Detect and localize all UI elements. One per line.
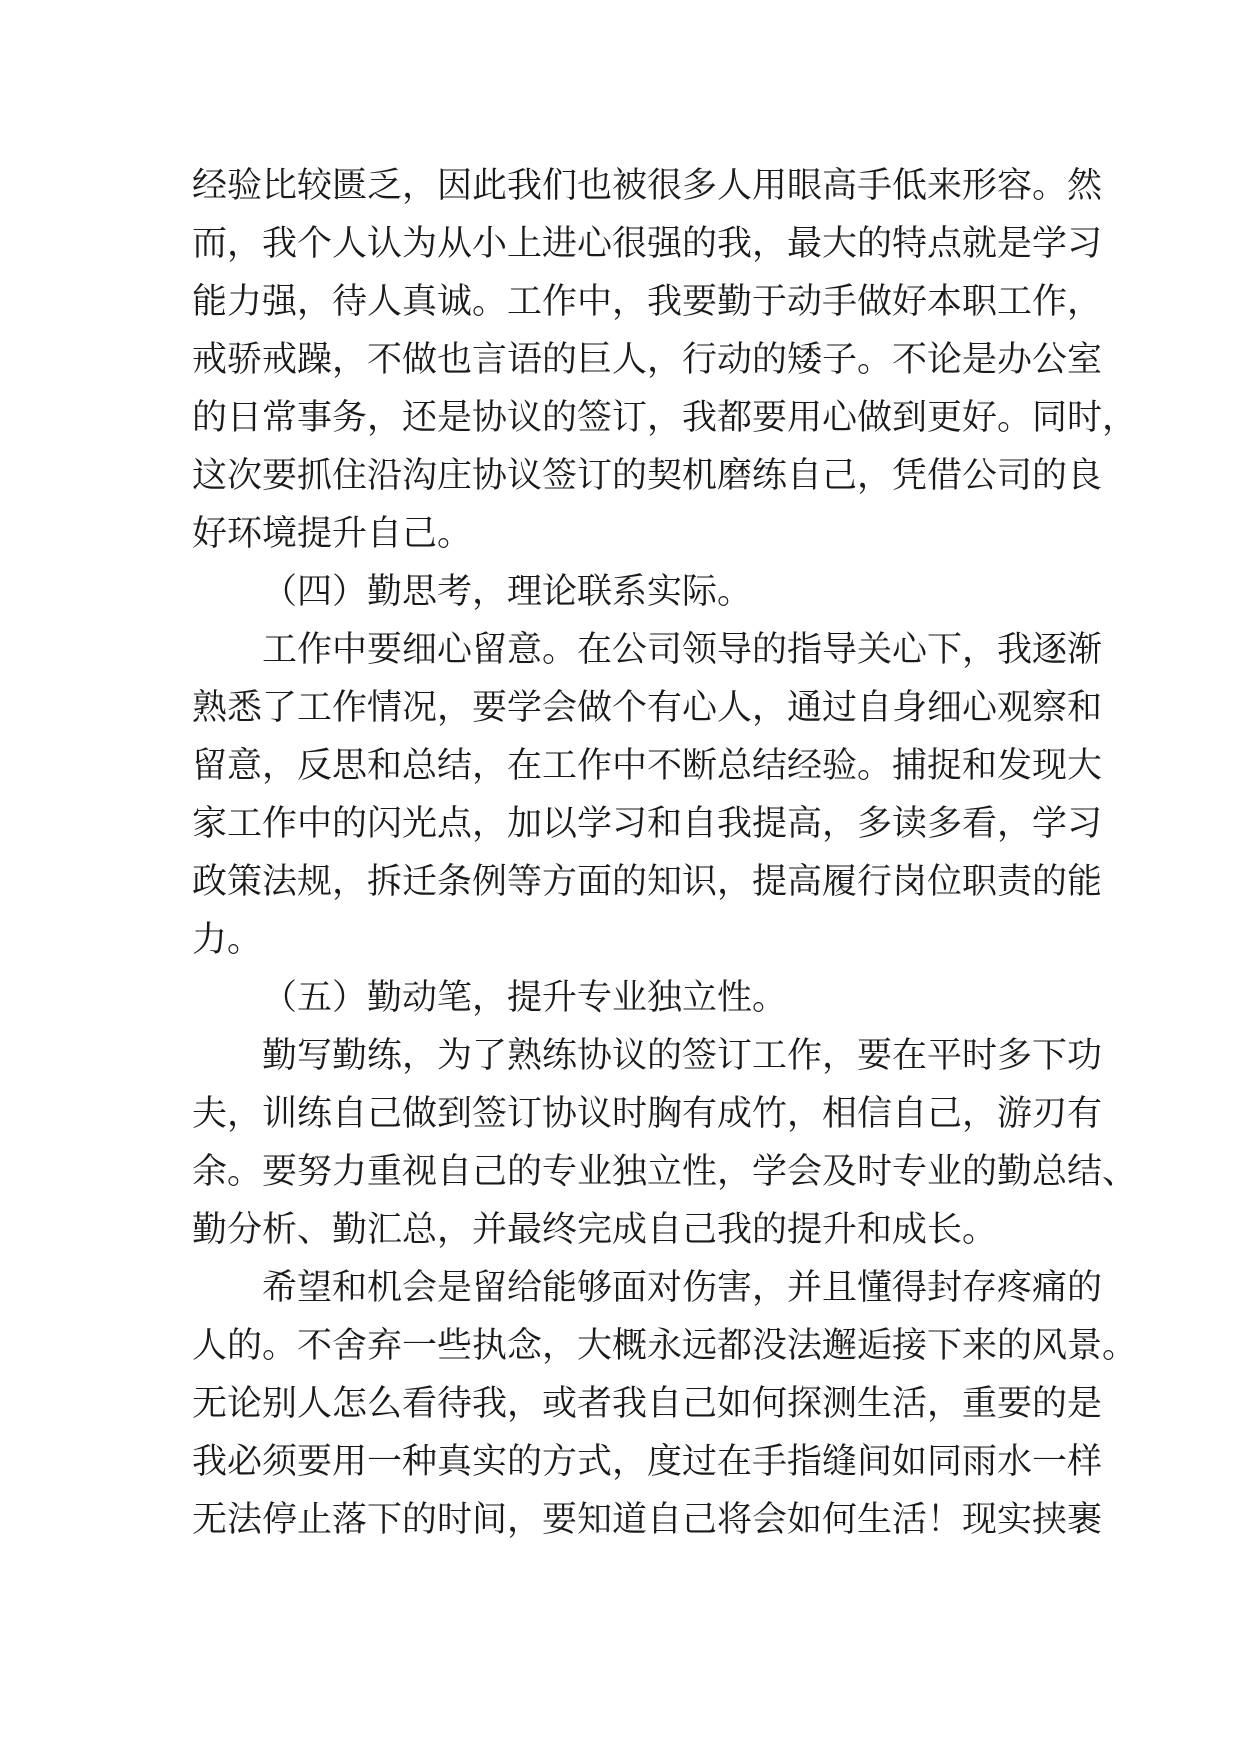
text-line: 家工作中的闪光点，加以学习和自我提高，多读多看，学习 [192, 804, 1103, 844]
section-heading [192, 969, 1062, 1027]
text-line: 政策法规，拆迁条例等方面的知识，提高履行岗位职责的能 [192, 862, 1103, 902]
text-line: 而，我个人认为从小上进心很强的我，最大的特点就是学习 [192, 224, 1103, 264]
text-line: 力。 [192, 920, 263, 960]
text-line: 我必须要用一种真实的方式，度过在手指缝间如同雨水一样 [192, 1442, 1103, 1482]
text-line: 无论别人怎么看待我，或者我自己如何探测生活，重要的是 [192, 1384, 1103, 1424]
document-body [192, 157, 1138, 1549]
text-line: 夫，训练自己做到签订协议时胸有成竹，相信自己，游刃有 [192, 1094, 1103, 1134]
text-line: 戒骄戒躁，不做也言语的巨人，行动的矮子。不论是办公室 [192, 340, 1103, 380]
paragraph [192, 1259, 1138, 1549]
heading-text: （五）勤动笔，提升专业独立性。 [262, 978, 788, 1018]
text-line: 人的。不舍弃一些执念，大概永远都没法邂逅接下来的风景。 [192, 1326, 1138, 1366]
section-heading [192, 563, 1062, 621]
text-line: 熟悉了工作情况，要学会做个有心人，通过自身细心观察和 [192, 688, 1103, 728]
text-line: 无法停止落下的时间，要知道自己将会如何生活！现实挟裹 [192, 1500, 1103, 1540]
heading-text: （四）勤思考，理论联系实际。 [262, 572, 753, 612]
text-line: 的日常事务，还是协议的签订，我都要用心做到更好。同时， [192, 398, 1138, 438]
text-line: 勤写勤练，为了熟练协议的签订工作，要在平时多下功 [262, 1036, 1103, 1076]
text-line: 能力强，待人真诚。工作中，我要勤于动手做好本职工作， [192, 282, 1103, 322]
paragraph [192, 157, 1138, 563]
text-line: 好环境提升自己。 [192, 514, 473, 554]
text-line: 余。要努力重视自己的专业独立性，学会及时专业的勤总结、 [192, 1152, 1138, 1192]
paragraph [192, 621, 1103, 969]
text-line: 勤分析、勤汇总，并最终完成自己我的提升和成长。 [192, 1210, 998, 1250]
text-line: 工作中要细心留意。在公司领导的指导关心下，我逐渐 [262, 630, 1103, 670]
text-line: 经验比较匮乏，因此我们也被很多人用眼高手低来形容。然 [192, 166, 1103, 206]
paragraph [192, 1027, 1138, 1259]
text-line: 希望和机会是留给能够面对伤害，并且懂得封存疼痛的 [262, 1268, 1103, 1308]
text-line: 留意，反思和总结，在工作中不断总结经验。捕捉和发现大 [192, 746, 1103, 786]
text-line: 这次要抓住沿沟庄协议签订的契机磨练自己，凭借公司的良 [192, 456, 1103, 496]
